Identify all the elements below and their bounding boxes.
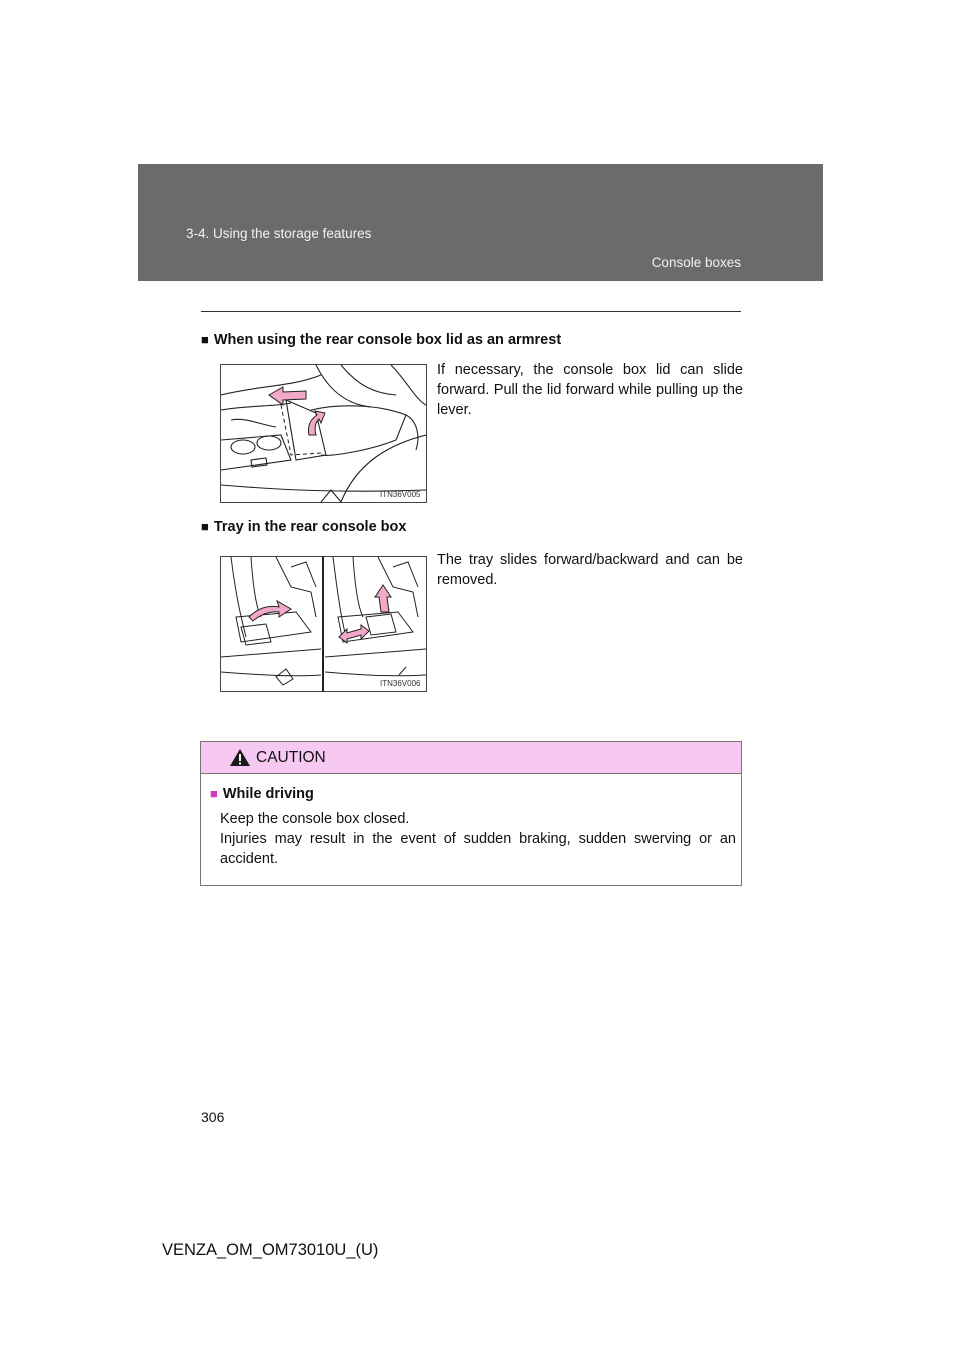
armrest-heading-text: When using the rear console box lid as an armrest (213, 332, 562, 348)
page-number: 306 (201, 1109, 225, 1125)
armrest-heading (201, 332, 561, 348)
tray-slide-drawing (221, 557, 426, 691)
caution-heading (210, 786, 314, 802)
tray-description: The tray slides forward/backward and can be removed. (437, 552, 743, 588)
warning-triangle-icon (229, 748, 251, 767)
square-bullet-icon: ■ (201, 519, 209, 534)
tray-heading-text: Tray in the rear console box (213, 519, 407, 535)
console-lid-slide-drawing (221, 365, 426, 502)
tray-illustration (220, 556, 427, 692)
figure-code: ITN36V005 (380, 490, 421, 499)
page-header (138, 164, 823, 281)
caution-header (201, 742, 741, 774)
square-bullet-icon: ■ (210, 786, 218, 801)
caution-heading-text: While driving (222, 786, 314, 802)
tray-heading (201, 519, 406, 535)
section-rule (201, 311, 741, 312)
figure-code: ITN36V006 (380, 679, 421, 688)
caution-body (220, 809, 736, 869)
square-bullet-icon: ■ (201, 332, 209, 347)
armrest-description: If necessary, the console box lid can slide forward. Pull the lid forward while pulling up the lever. (437, 362, 743, 418)
section-label: 3-4. Using the storage features (186, 226, 372, 241)
armrest-illustration (220, 364, 427, 503)
caution-line: Injuries may result in the event of sudden braking, sudden swerving or an accident. (220, 831, 736, 867)
caution-line: Keep the console box closed. (220, 811, 410, 827)
document-code: VENZA_OM_OM73010U_(U) (162, 1241, 379, 1259)
caution-box (200, 741, 742, 886)
caution-title: CAUTION (256, 749, 326, 766)
topic-label: Console boxes (651, 255, 741, 270)
